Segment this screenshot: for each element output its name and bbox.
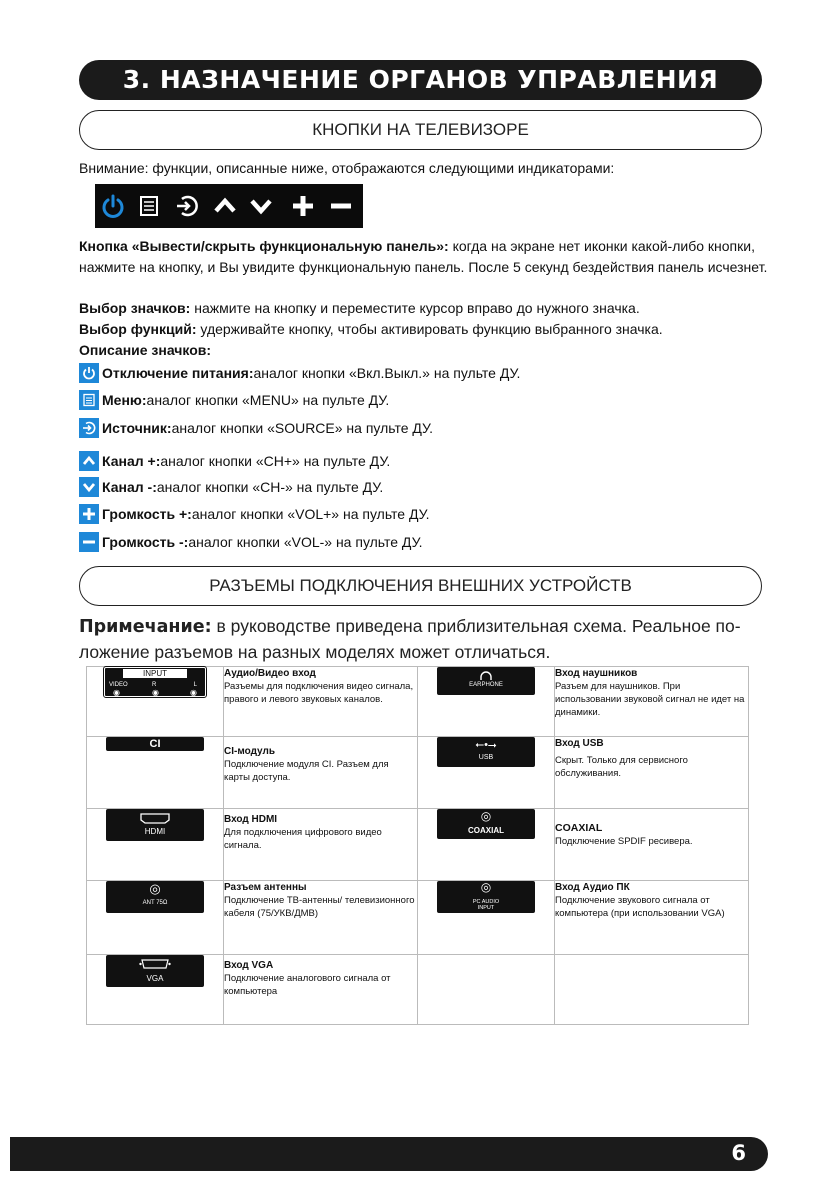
antenna-desc bbox=[224, 881, 418, 955]
pc-audio-heading: Вход Аудио ПК bbox=[555, 882, 630, 893]
intro-text: Внимание: функции, описанные ниже, отображаются следующими индикаторами: bbox=[79, 160, 615, 176]
legend-row-power bbox=[79, 363, 520, 383]
antenna-plate bbox=[106, 881, 204, 913]
icon-select-label: Выбор значков: bbox=[79, 300, 191, 316]
ci-text: Подключение модуля CI. Разъем для карты доступа. bbox=[224, 759, 389, 783]
av-input-cell bbox=[87, 667, 224, 737]
volume-up-icon bbox=[79, 504, 99, 524]
table-row bbox=[87, 667, 749, 737]
antenna-cell bbox=[87, 881, 224, 955]
tv-buttons-title: КНОПКИ НА ТЕЛЕВИЗОРЕ bbox=[79, 110, 762, 150]
note-text: в руководстве приведена приблизительная схема. Реальное по-ложение разъемов на разных моделях может отличаться. bbox=[79, 616, 741, 662]
ci-cell bbox=[87, 737, 224, 809]
table-row bbox=[87, 737, 749, 809]
table-row bbox=[87, 809, 749, 881]
panel-button-paragraph bbox=[79, 236, 774, 278]
coaxial-cell bbox=[418, 809, 555, 881]
av-input-text: Разъемы для подключения видео сигнала, правого и левого звуковых каналов. bbox=[224, 681, 414, 705]
legend-row-channel-up bbox=[79, 451, 390, 471]
vga-cell bbox=[87, 955, 224, 1025]
legend-volume-up-text: аналог кнопки «VOL+» на пульте ДУ. bbox=[191, 506, 430, 522]
volume-down-icon bbox=[79, 532, 99, 552]
power-icon bbox=[95, 184, 131, 228]
legend-row-channel-down bbox=[79, 477, 383, 497]
hdmi-plate bbox=[106, 809, 204, 841]
coaxial-jack-icon: ◎ bbox=[480, 809, 492, 823]
av-input-heading: Аудио/Видео вход bbox=[224, 668, 316, 679]
channel-down-icon bbox=[243, 184, 279, 228]
legend-row-volume-up bbox=[79, 504, 430, 524]
vga-plate bbox=[106, 955, 204, 987]
coaxial-heading: COAXIAL bbox=[555, 822, 603, 834]
vga-heading: Вход VGA bbox=[224, 960, 274, 971]
empty-cell bbox=[555, 955, 749, 1025]
av-jack-icon: ◉ bbox=[190, 688, 197, 697]
legend-channel-up-text: аналог кнопки «CH+» на пульте ДУ. bbox=[160, 453, 391, 469]
legend-channel-up-label: Канал +: bbox=[102, 453, 161, 469]
ci-desc bbox=[224, 737, 418, 809]
usb-heading: Вход USB bbox=[555, 738, 604, 749]
icons-description-label: Описание значков: bbox=[79, 342, 212, 358]
note-paragraph bbox=[79, 614, 769, 665]
legend-channel-down-label: Канал -: bbox=[102, 479, 157, 495]
earphone-plate bbox=[437, 667, 535, 695]
connectors-title: РАЗЪЕМЫ ПОДКЛЮЧЕНИЯ ВНЕШНИХ УСТРОЙСТВ bbox=[79, 566, 762, 606]
vga-port-icon bbox=[139, 958, 171, 970]
source-icon bbox=[79, 418, 99, 438]
av-input-desc bbox=[224, 667, 418, 737]
coaxial-plate bbox=[437, 809, 535, 839]
pc-audio-jack-icon: ◎ bbox=[480, 880, 492, 894]
antenna-jack-icon: ◎ bbox=[149, 881, 161, 896]
coaxial-text: Подключение SPDIF ресивера. bbox=[555, 836, 693, 847]
icon-select-text: нажмите на кнопку и переместите курсор вправо до нужного значка. bbox=[190, 300, 640, 316]
legend-source-label: Источник: bbox=[102, 420, 172, 436]
function-select-label: Выбор функций: bbox=[79, 321, 197, 337]
hdmi-port-icon bbox=[139, 812, 171, 825]
pc-audio-desc bbox=[555, 881, 749, 955]
note-label: Примечание: bbox=[79, 617, 212, 637]
vga-desc bbox=[224, 955, 418, 1025]
icon-strip bbox=[95, 184, 363, 228]
function-select-paragraph bbox=[79, 319, 774, 340]
av-r-label: R bbox=[152, 682, 157, 688]
pc-audio-text: Подключение звукового сигнала от компьютера (при использовании VGA) bbox=[555, 895, 725, 919]
table-row bbox=[87, 955, 749, 1025]
av-video-label: VIDEO bbox=[109, 682, 128, 688]
panel-button-text: когда на экране нет иконки какой-либо кнопки, нажмите на кнопку, и Вы увидите функциональную панель. После 5 секунд бездействия панель исчезнет. bbox=[79, 238, 768, 275]
earphone-label: EARPHONE bbox=[469, 682, 503, 688]
source-icon bbox=[169, 184, 205, 228]
hdmi-text: Для подключения цифрового видео сигнала. bbox=[224, 827, 382, 851]
menu-icon bbox=[79, 390, 99, 410]
earphone-heading: Вход наушников bbox=[555, 668, 638, 679]
page-number: 6 bbox=[731, 1141, 746, 1165]
channel-up-icon bbox=[207, 184, 243, 228]
legend-row-source bbox=[79, 418, 433, 438]
pc-audio-cell bbox=[418, 881, 555, 955]
hdmi-label: HDMI bbox=[144, 827, 166, 836]
icons-description-heading bbox=[79, 340, 774, 361]
section-title: 3. НАЗНАЧЕНИЕ ОРГАНОВ УПРАВЛЕНИЯ bbox=[79, 60, 762, 100]
antenna-heading: Разъем антенны bbox=[224, 882, 307, 893]
ci-heading: CI-модуль bbox=[224, 746, 275, 757]
usb-text: Скрыт. Только для сервисного обслуживания. bbox=[555, 755, 688, 779]
av-input-plate bbox=[104, 667, 206, 697]
legend-source-text: аналог кнопки «SOURCE» на пульте ДУ. bbox=[171, 420, 433, 436]
vga-label: VGA bbox=[146, 974, 164, 983]
antenna-label: ANT 75Ω bbox=[142, 900, 168, 906]
usb-label: USB bbox=[478, 754, 494, 761]
vga-text: Подключение аналогового сигнала от компьютера bbox=[224, 973, 391, 997]
panel-button-label: Кнопка «Вывести/скрыть функциональную панель»: bbox=[79, 238, 449, 254]
usb-plate bbox=[437, 737, 535, 767]
connectors-table bbox=[86, 666, 749, 1025]
legend-volume-up-label: Громкость +: bbox=[102, 506, 192, 522]
legend-power-label: Отключение питания: bbox=[102, 365, 254, 381]
hdmi-heading: Вход HDMI bbox=[224, 814, 278, 825]
legend-menu-text: аналог кнопки «MENU» на пульте ДУ. bbox=[146, 392, 390, 408]
legend-channel-down-text: аналог кнопки «CH-» на пульте ДУ. bbox=[156, 479, 384, 495]
av-input-title: INPUT bbox=[123, 669, 187, 678]
usb-desc bbox=[555, 737, 749, 809]
legend-row-volume-down bbox=[79, 532, 423, 552]
footer-bar bbox=[10, 1137, 768, 1171]
antenna-text: Подключение ТВ-антенны/ телевизионного кабеля (75/УКВ/ДМВ) bbox=[224, 895, 415, 919]
earphone-text: Разъем для наушников. При использовании звуковой сигнал не идет на динамики. bbox=[555, 681, 745, 718]
legend-volume-down-text: аналог кнопки «VOL-» на пульте ДУ. bbox=[188, 534, 423, 550]
earphone-desc bbox=[555, 667, 749, 737]
icon-select-paragraph bbox=[79, 298, 774, 319]
pc-audio-label: PC AUDIO INPUT bbox=[472, 899, 500, 911]
legend-power-text: аналог кнопки «Вкл.Выкл.» на пульте ДУ. bbox=[253, 365, 521, 381]
volume-up-icon bbox=[285, 184, 321, 228]
power-icon bbox=[79, 363, 99, 383]
usb-cell bbox=[418, 737, 555, 809]
menu-icon bbox=[131, 184, 167, 228]
channel-down-icon bbox=[79, 477, 99, 497]
table-row bbox=[87, 881, 749, 955]
av-jack-icon: ◉ bbox=[113, 688, 120, 697]
channel-up-icon bbox=[79, 451, 99, 471]
coaxial-desc bbox=[555, 809, 749, 881]
legend-row-menu bbox=[79, 390, 389, 410]
earphone-cell bbox=[418, 667, 555, 737]
volume-down-icon bbox=[323, 184, 359, 228]
av-jack-icon: ◉ bbox=[152, 688, 159, 697]
pc-audio-plate bbox=[437, 881, 535, 913]
hdmi-cell bbox=[87, 809, 224, 881]
legend-volume-down-label: Громкость -: bbox=[102, 534, 189, 550]
hdmi-desc bbox=[224, 809, 418, 881]
empty-cell bbox=[418, 955, 555, 1025]
usb-icon: ⭠•⭢ bbox=[475, 739, 497, 751]
legend-menu-label: Меню: bbox=[102, 392, 147, 408]
function-select-text: удерживайте кнопку, чтобы активировать функцию выбранного значка. bbox=[196, 321, 663, 337]
av-l-label: L bbox=[193, 682, 197, 688]
coaxial-label: COAXIAL bbox=[468, 826, 504, 835]
ci-plate: CI bbox=[106, 737, 204, 751]
